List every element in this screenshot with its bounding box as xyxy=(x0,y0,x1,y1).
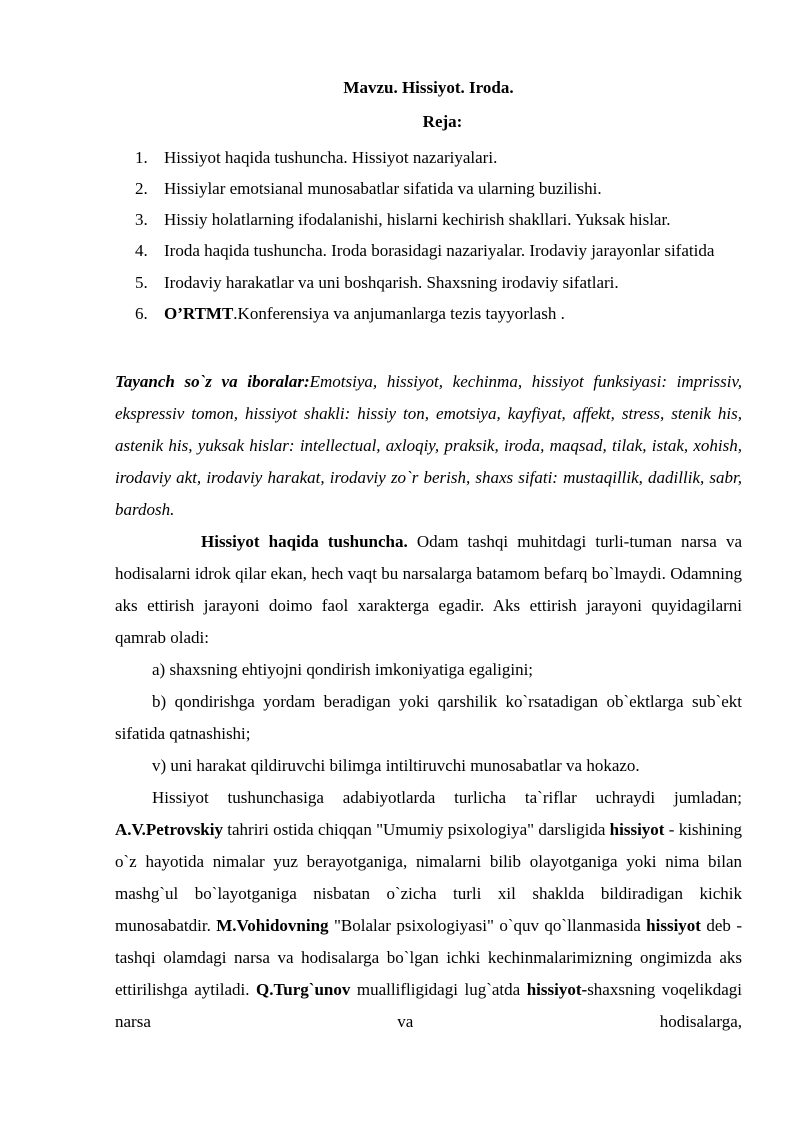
plan-item-2 xyxy=(135,173,742,204)
keywords-text: Emotsiya, hissiyot, kechinma, hissiyot funksiyasi: imprissiv, ekspressiv tomon, hissiyot shakli: hissiy ton, emotsiya, kayfiyat, affekt, stress, stenik his, astenik his, yuksak hislar: intellectual, axloqiy, praksik, iroda, maqsad, tilak, istak, xohish, irodaviy akt, irodaviy harakat, irodaviy zo`r berish, shaxs sifati: mustaqillik, dadillik, sabr, bardosh. xyxy=(115,372,743,519)
plan-item-text: Iroda haqida tushuncha. Iroda borasidagi nazariyalar. Irodaviy jarayonlar sifatida xyxy=(164,241,715,260)
keywords-paragraph xyxy=(115,366,742,526)
plan-item-3 xyxy=(135,204,742,235)
author-name: M.Vohidovning xyxy=(216,916,329,935)
definitions-text: - kishining o`z hayotida nimalar yuz berayotganiga, nimalarni bilib olayotganiga yoki nima bilan mashg`ul bo`layotganiga nisbatan o`zicha turli xil shaklda bildiradigan kichik munosabatdir. xyxy=(115,820,742,935)
definitions-text: shaxsning voqelikdagi narsa va hodisalarga, xyxy=(115,980,742,1031)
author-name: A.V.Petrovskiy xyxy=(115,820,223,839)
plan-item-1 xyxy=(135,142,742,173)
plan-item-text: Hissiyot haqida tushuncha. Hissiyot nazariyalari. xyxy=(164,148,498,167)
page-title: Mavzu. Hissiyot. Iroda. xyxy=(343,78,514,97)
plan-item-6 xyxy=(135,298,742,329)
definitions-text: deb - tashqi olamdagi narsa va hodisalarga bo`lgan ichki kechinmalarimizning ongimizda aks ettirilishga aytiladi. xyxy=(115,916,742,999)
definitions-text: Hissiyot tushunchasiga adabiyotlarda turlicha ta`riflar uchraydi jumladan; xyxy=(152,788,742,807)
plan-item-5 xyxy=(135,267,742,298)
plan-item-text: Hissiylar emotsianal munosabatlar sifatida va ularning buzilishi. xyxy=(164,179,602,198)
intro-text: Odam tashqi muhitdagi turli-tuman narsa va hodisalarni idrok qilar ekan, hech vaqt bu narsalarga batamom befarq bo`lmaydi. Odamning aks ettirish jarayoni doimo faol xarakterga egadir. Aks ettirish jarayoni quyidagilarni qamrab oladi: xyxy=(115,532,742,647)
term-hissiyot: hissiyot xyxy=(609,820,665,839)
term-hissiyot: hissiyot- xyxy=(526,980,588,999)
plan-item-number: 2. xyxy=(135,179,148,198)
list-item-c: v) uni harakat qildiruvchi bilimga intiltiruvchi munosabatlar va hokazo. xyxy=(152,756,640,775)
plan-item-text: Irodaviy harakatlar va uni boshqarish. Shaxsning irodaviy sifatlari. xyxy=(164,273,619,292)
author-name: Q.Turg`unov xyxy=(256,980,351,999)
plan-item-text: Hissiy holatlarning ifodalanishi, hislarni kechirish shakllari. Yuksak hislar. xyxy=(164,210,671,229)
plan-item-number: 6. xyxy=(135,304,148,323)
list-item-b: b) qondirishga yordam beradigan yoki qarshilik ko`rsatadigan ob`ektlarga sub`ekt sifatida qatnashishi; xyxy=(115,692,742,743)
definitions-text: "Bolalar psixologiyasi" o`quv qo`llanmasida xyxy=(328,916,647,935)
plan-item-bold: O’RTMT xyxy=(164,304,234,323)
keywords-label: Tayanch so`z va iboralar: xyxy=(115,372,310,391)
plan-heading: Reja: xyxy=(422,112,463,131)
plan-item-number: 1. xyxy=(135,148,148,167)
intro-paragraph xyxy=(115,526,742,654)
plan-item-number: 5. xyxy=(135,273,148,292)
plan-item-number: 4. xyxy=(135,241,148,260)
section-heading: Hissiyot haqida tushuncha. xyxy=(201,532,408,551)
definitions-text: tahriri ostida chiqqan "Umumiy psixologiya" darsligida xyxy=(223,820,610,839)
plan-item-number: 3. xyxy=(135,210,148,229)
definitions-text: muallifligidagi lug`atda xyxy=(350,980,527,999)
plan-item-4 xyxy=(135,235,742,267)
list-item-a: a) shaxsning ehtiyojni qondirish imkoniyatiga egaligini; xyxy=(152,660,534,679)
plan-item-text: .Konferensiya va anjumanlarga tezis tayyorlash . xyxy=(233,304,565,323)
term-hissiyot: hissiyot xyxy=(646,916,701,935)
definitions-paragraph xyxy=(115,782,742,1038)
plan-list xyxy=(135,142,742,329)
